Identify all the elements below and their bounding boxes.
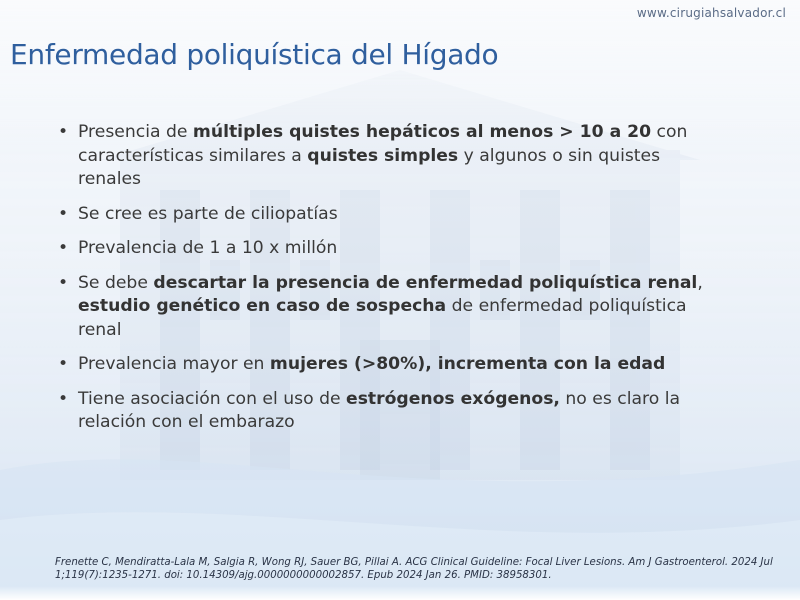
bullet-text: de enfermedad poliquística renal	[78, 296, 687, 340]
bullet-text: Prevalencia de 1 a 10 x millón	[78, 238, 338, 258]
reference-citation: Frenette C, Mendiratta-Lala M, Salgia R, Wong RJ, Sauer BG, Pillai A. ACG Clinical Guideline: Focal Liver Lesions. Am J Gastroenterol. 2024 Jul 1;119(7):1235-1271. doi: 10.14309/ajg.0000000000002857. Epub 2024 Jan 26. PMID: 38958301.	[55, 557, 773, 581]
bullet-list	[58, 121, 718, 446]
bullet-dot-icon: •	[58, 272, 69, 293]
bullet-item	[58, 388, 718, 435]
bullet-text-bold: múltiples quistes hepáticos al menos > 10 a 20	[192, 122, 652, 142]
bullet-text: ,	[697, 272, 703, 293]
bullet-text: Se cree es parte de ciliopatías	[78, 203, 338, 224]
bullet-text: no es claro la relación con el embarazo	[78, 388, 681, 432]
bullet-dot-icon: •	[58, 122, 69, 142]
bullet-item	[58, 203, 718, 227]
bullet-dot-icon: •	[58, 388, 69, 409]
bullet-item	[58, 121, 718, 192]
bullet-dot-icon: •	[58, 354, 69, 374]
bullet-text: con características similares a	[78, 122, 688, 166]
bullet-dot-icon: •	[58, 238, 69, 258]
bottom-band	[0, 586, 800, 600]
bullet-text: Tiene asociación con el uso de	[78, 388, 347, 409]
bullet-text: Se debe	[78, 272, 154, 293]
bullet-item	[58, 237, 718, 261]
bullet-text-bold: estudio genético en caso de sospecha	[78, 296, 447, 316]
bullet-text: y algunos o sin quistes renales	[78, 145, 661, 189]
bullet-item	[58, 272, 718, 343]
bullet-text-bold: quistes simples	[307, 145, 459, 166]
bullet-text-bold: estrógenos exógenos,	[346, 388, 560, 409]
bullet-text-bold: mujeres (>80%), incrementa con la edad	[269, 354, 666, 374]
bullet-dot-icon: •	[58, 203, 69, 224]
site-url: www.cirugiahsalvador.cl	[636, 6, 786, 20]
slide-title: Enfermedad poliquística del Hígado	[10, 38, 499, 71]
bullet-text: Prevalencia mayor en	[78, 354, 270, 374]
bullet-item	[58, 353, 718, 377]
bullet-text: Presencia de	[78, 122, 193, 142]
bullet-text-bold: descartar la presencia de enfermedad poliquística renal	[153, 272, 698, 293]
